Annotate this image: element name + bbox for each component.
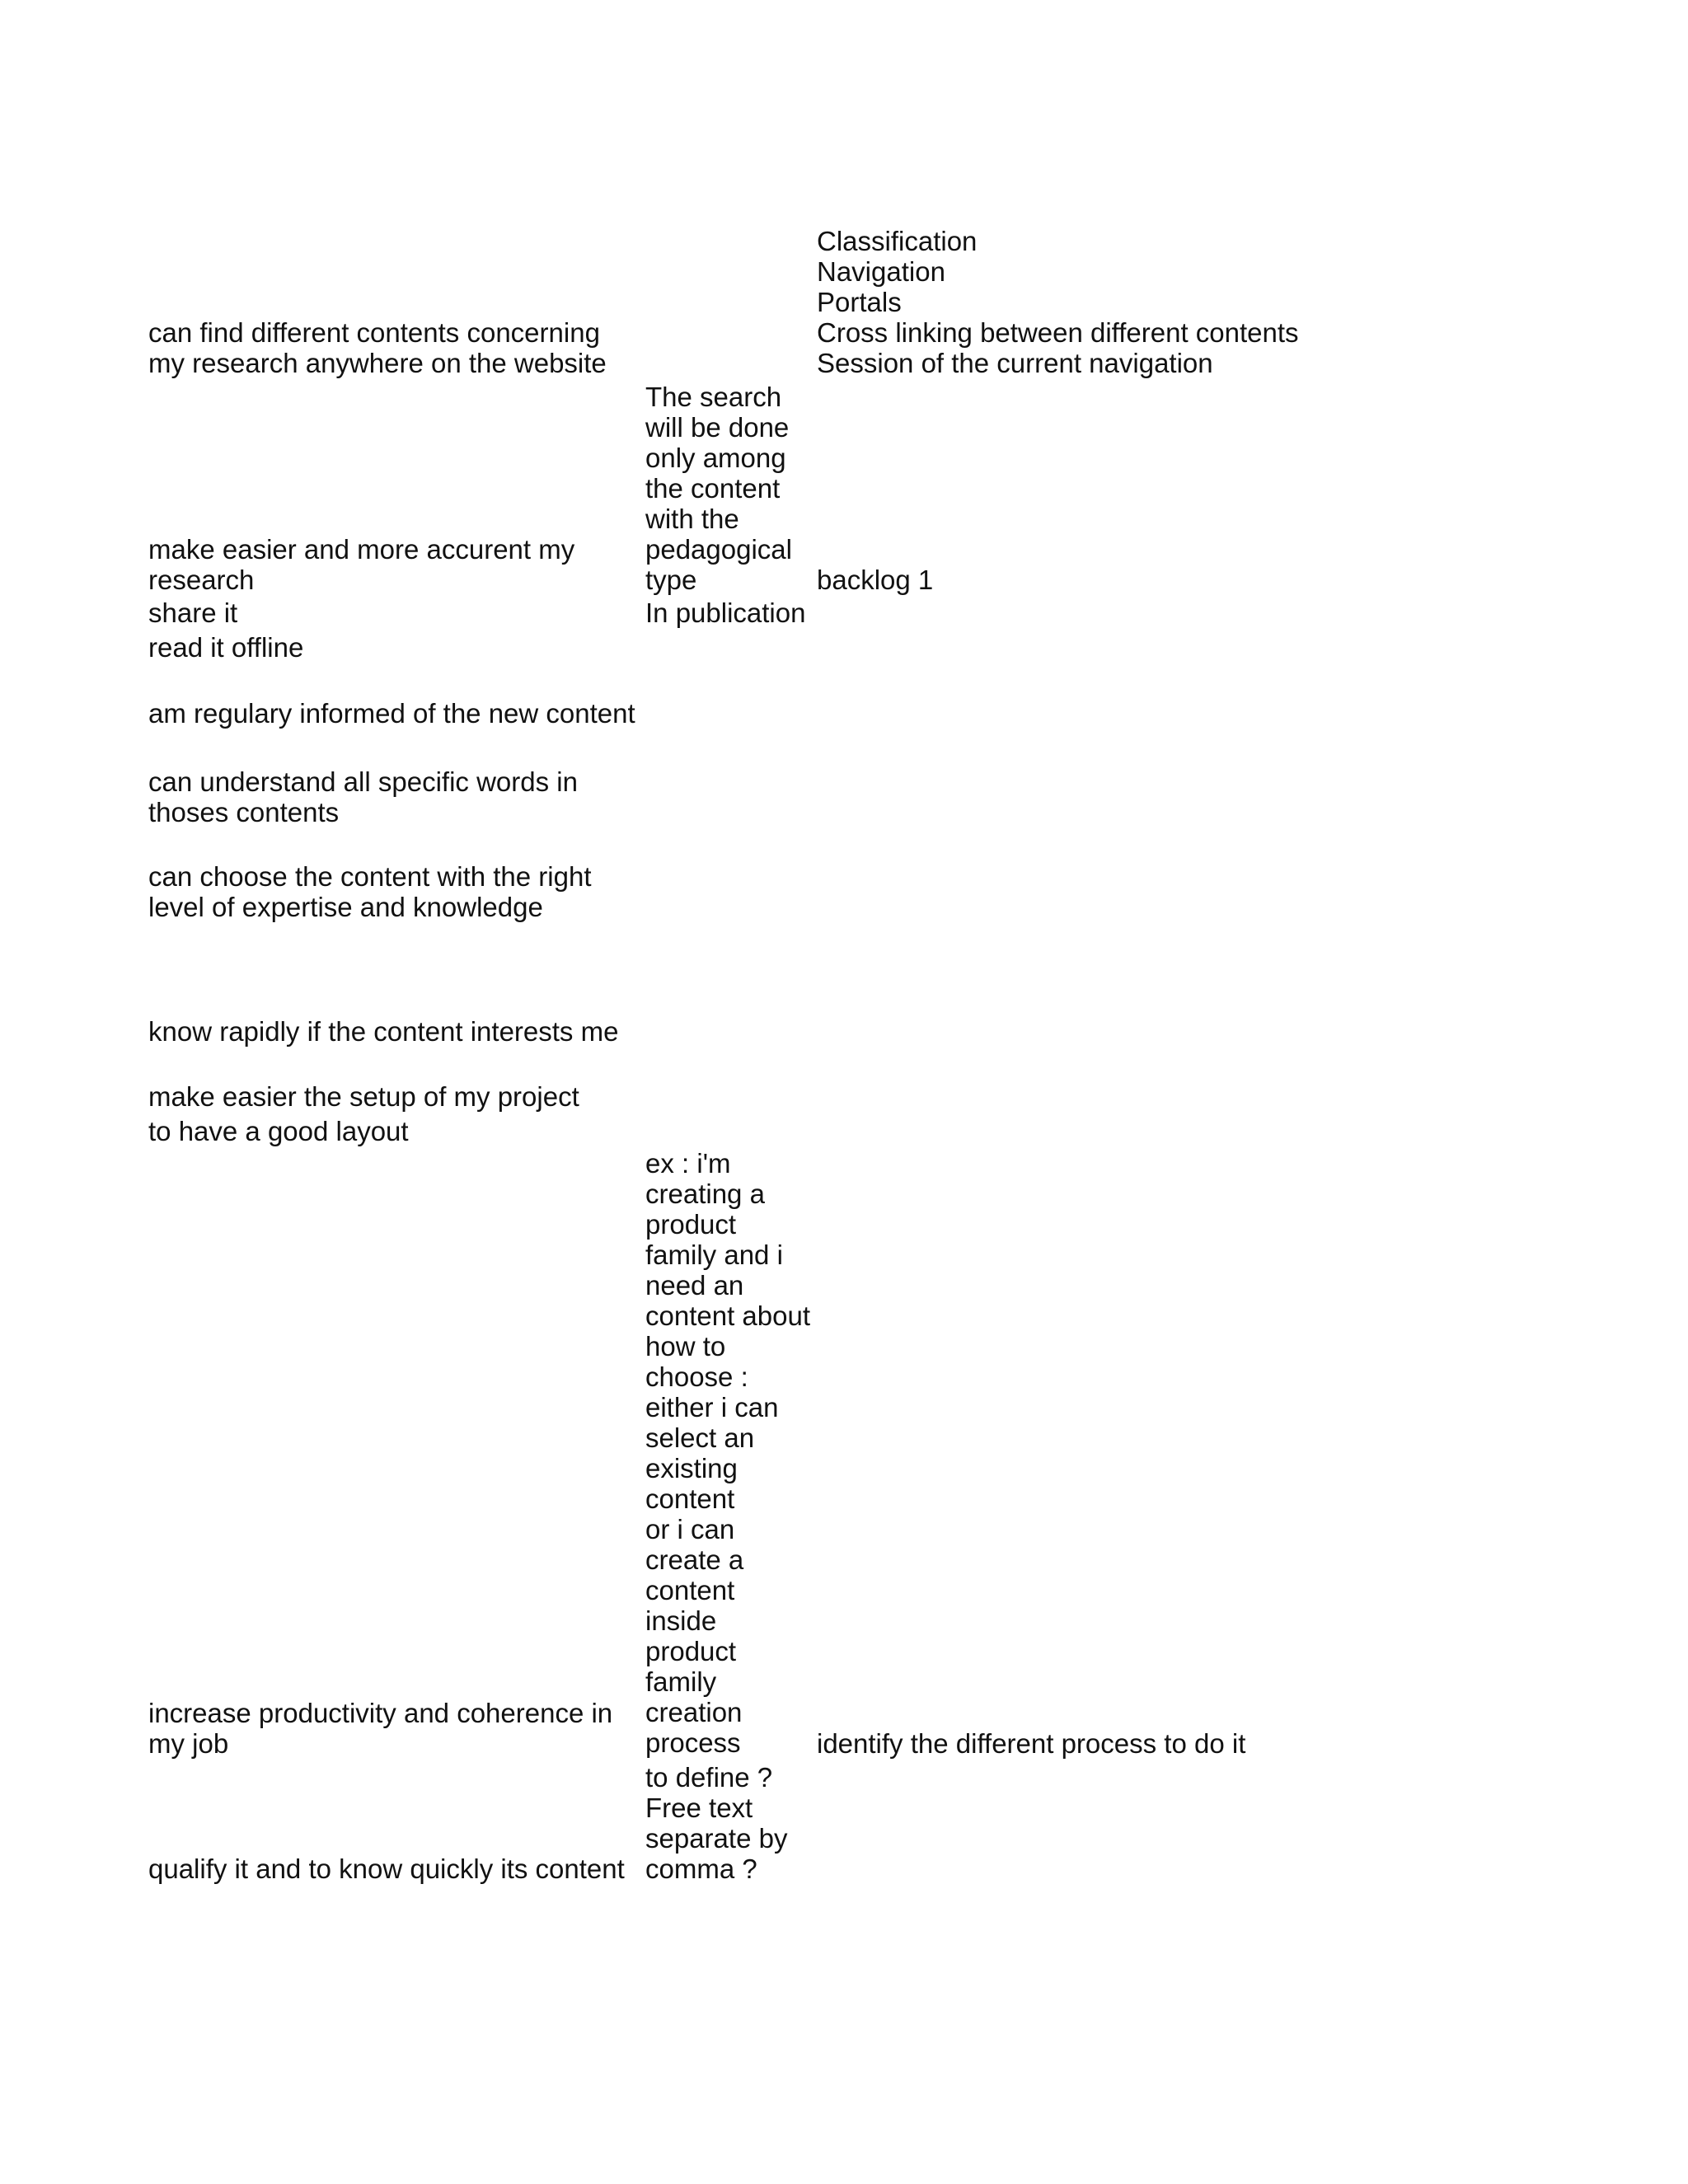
row-2-solution: backlog 1 xyxy=(817,565,934,595)
row-3-need: share it xyxy=(148,598,238,628)
row-1-solution: Classification Navigation Portals Cross linking between different contents Session of the current navigation xyxy=(817,226,1299,378)
row-12-comment: to define ? Free text separate by comma ? xyxy=(645,1762,788,1884)
row-12-need: qualify it and to know quickly its content xyxy=(148,1854,625,1884)
row-11-need: increase productivity and coherence in my job xyxy=(148,1698,613,1759)
row-4-need: read it offline xyxy=(148,632,304,663)
row-9-need: make easier the setup of my project xyxy=(148,1081,579,1112)
row-5-need: am regulary informed of the new content xyxy=(148,698,635,729)
row-6-need: can understand all specific words in thoses contents xyxy=(148,766,578,827)
row-2-need: make easier and more accurent my research xyxy=(148,534,575,595)
row-11-comment: ex : i'm creating a product family and i need an content about how to choose : either i can select an existing content or i can create a content inside product family creation process xyxy=(645,1148,810,1758)
row-8-need: know rapidly if the content interests me xyxy=(148,1016,619,1047)
row-7-need: can choose the content with the right level of expertise and knowledge xyxy=(148,861,592,922)
row-10-need: to have a good layout xyxy=(148,1116,409,1146)
row-1-need: can find different contents concerning my research anywhere on the website xyxy=(148,317,607,378)
row-11-solution: identify the different process to do it xyxy=(817,1728,1246,1759)
row-3-comment: In publication xyxy=(645,598,806,628)
row-2-comment: The search will be done only among the content with the pedagogical type xyxy=(645,382,792,595)
